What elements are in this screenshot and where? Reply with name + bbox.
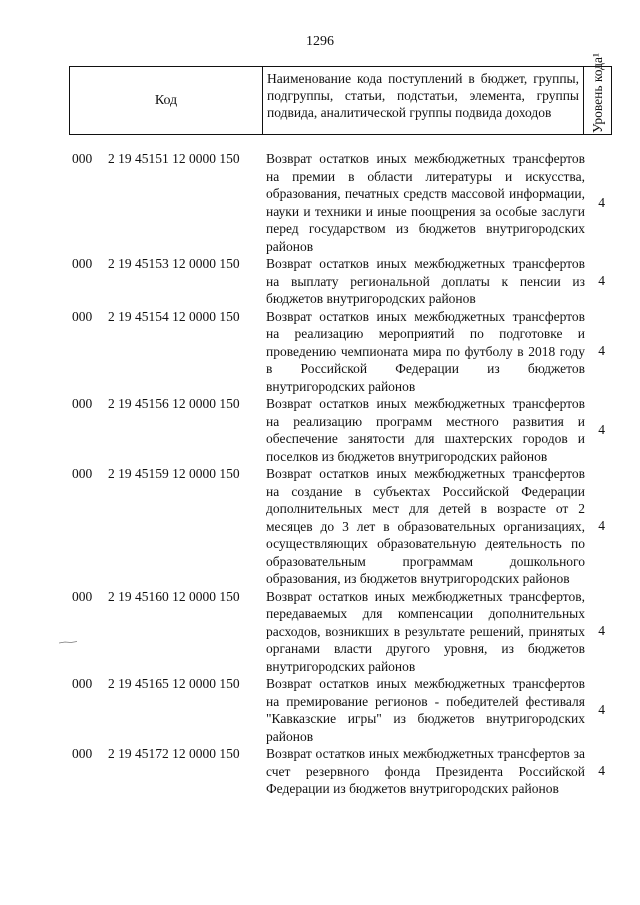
row-code-prefix: 000 bbox=[72, 676, 93, 691]
row-level: 4 bbox=[598, 194, 605, 210]
row-code: 2 19 45153 12 0000 150 bbox=[108, 256, 240, 271]
row-code: 2 19 45159 12 0000 150 bbox=[108, 466, 240, 481]
row-name: Возврат остатков иных межбюджетных трансфертов на реализацию мероприятий по подготовке и проведению чемпионата мира по футболу в 2018 году в Российской Федерации из бюджетов внутригородских районов bbox=[266, 308, 585, 394]
row-level: 4 bbox=[598, 343, 605, 359]
row-level: 4 bbox=[598, 273, 605, 289]
row-name: Возврат остатков иных межбюджетных трансфертов на премирование регионов - победителей фестиваля "Кавказские игры" из бюджетов внутригородских районов bbox=[266, 676, 585, 744]
header-name-column: Наименование кода поступлений в бюджет, группы, подгруппы, статьи, подстатьи, элемента, группы подвида, аналитической группы подвида доходов bbox=[263, 67, 584, 134]
row-name: Возврат остатков иных межбюджетных трансфертов на выплату региональной доплаты к пенсии из бюджетов внутригородских районов bbox=[266, 256, 585, 306]
row-code: 2 19 45165 12 0000 150 bbox=[108, 676, 240, 691]
row-code-prefix: 000 bbox=[72, 466, 93, 481]
row-level: 4 bbox=[598, 763, 605, 779]
table-row bbox=[72, 255, 612, 308]
header-code-column: Код bbox=[70, 67, 263, 134]
row-name: Возврат остатков иных межбюджетных трансфертов за счет резервного фонда Президента Российской Федерации из бюджетов внутригородских районов bbox=[266, 746, 585, 796]
row-code-prefix: 000 bbox=[72, 588, 93, 604]
table-row bbox=[72, 395, 612, 465]
table-row bbox=[72, 465, 612, 588]
row-name: Возврат остатков иных межбюджетных трансфертов, передаваемых для компенсации дополнительных расходов, возникших в результате решений, принятых органами власти другого уровня, из бюджетов внутригородских районов bbox=[266, 588, 585, 674]
row-code: 2 19 45156 12 0000 150 bbox=[108, 396, 240, 411]
row-code-prefix: 000 bbox=[72, 151, 93, 166]
row-code-prefix: 000 bbox=[72, 308, 93, 324]
table-row bbox=[72, 588, 612, 676]
table-row bbox=[72, 745, 612, 798]
row-level: 4 bbox=[598, 702, 605, 717]
row-code-prefix: 000 bbox=[72, 396, 93, 411]
row-level: 4 bbox=[598, 623, 605, 639]
table-body bbox=[72, 150, 612, 798]
header-level-label: Уровень кода¹ bbox=[589, 52, 605, 133]
row-name: Возврат остатков иных межбюджетных трансфертов на премии в области литературы и искусства, образования, печатных средств массовой информации, науки и техники и иные поощрения за особые заслуги перед государством из бюджетов внутригородских районов bbox=[266, 151, 585, 254]
scan-artifact-mark bbox=[59, 641, 77, 644]
row-code-prefix: 000 bbox=[72, 256, 93, 271]
table-row bbox=[72, 675, 612, 745]
row-level: 4 bbox=[598, 518, 605, 534]
table-header bbox=[69, 52, 612, 135]
row-name: Возврат остатков иных межбюджетных трансфертов на реализацию программ местного развития и обеспечение занятости для шахтерских городов и поселков из бюджетов внутригородских районов bbox=[266, 396, 585, 464]
row-code-prefix: 000 bbox=[72, 746, 93, 761]
table-row bbox=[72, 308, 612, 396]
row-code: 2 19 45160 12 0000 150 bbox=[108, 588, 240, 604]
table-row bbox=[72, 150, 612, 255]
header-level-column bbox=[584, 52, 611, 134]
row-code: 2 19 45154 12 0000 150 bbox=[108, 308, 240, 324]
row-name: Возврат остатков иных межбюджетных трансфертов на создание в субъектах Российской Федерации дополнительных мест для детей в возрасте от 2 месяцев до 3 лет в образовательных организациях, осуществляющих образовательную деятельность по образовательным программам дошкольного образования, из бюджетов внутригородских районов bbox=[266, 466, 585, 586]
row-code: 2 19 45172 12 0000 150 bbox=[108, 746, 240, 761]
row-code: 2 19 45151 12 0000 150 bbox=[108, 151, 240, 166]
page-number: 1296 bbox=[306, 34, 334, 49]
row-level: 4 bbox=[598, 422, 605, 437]
